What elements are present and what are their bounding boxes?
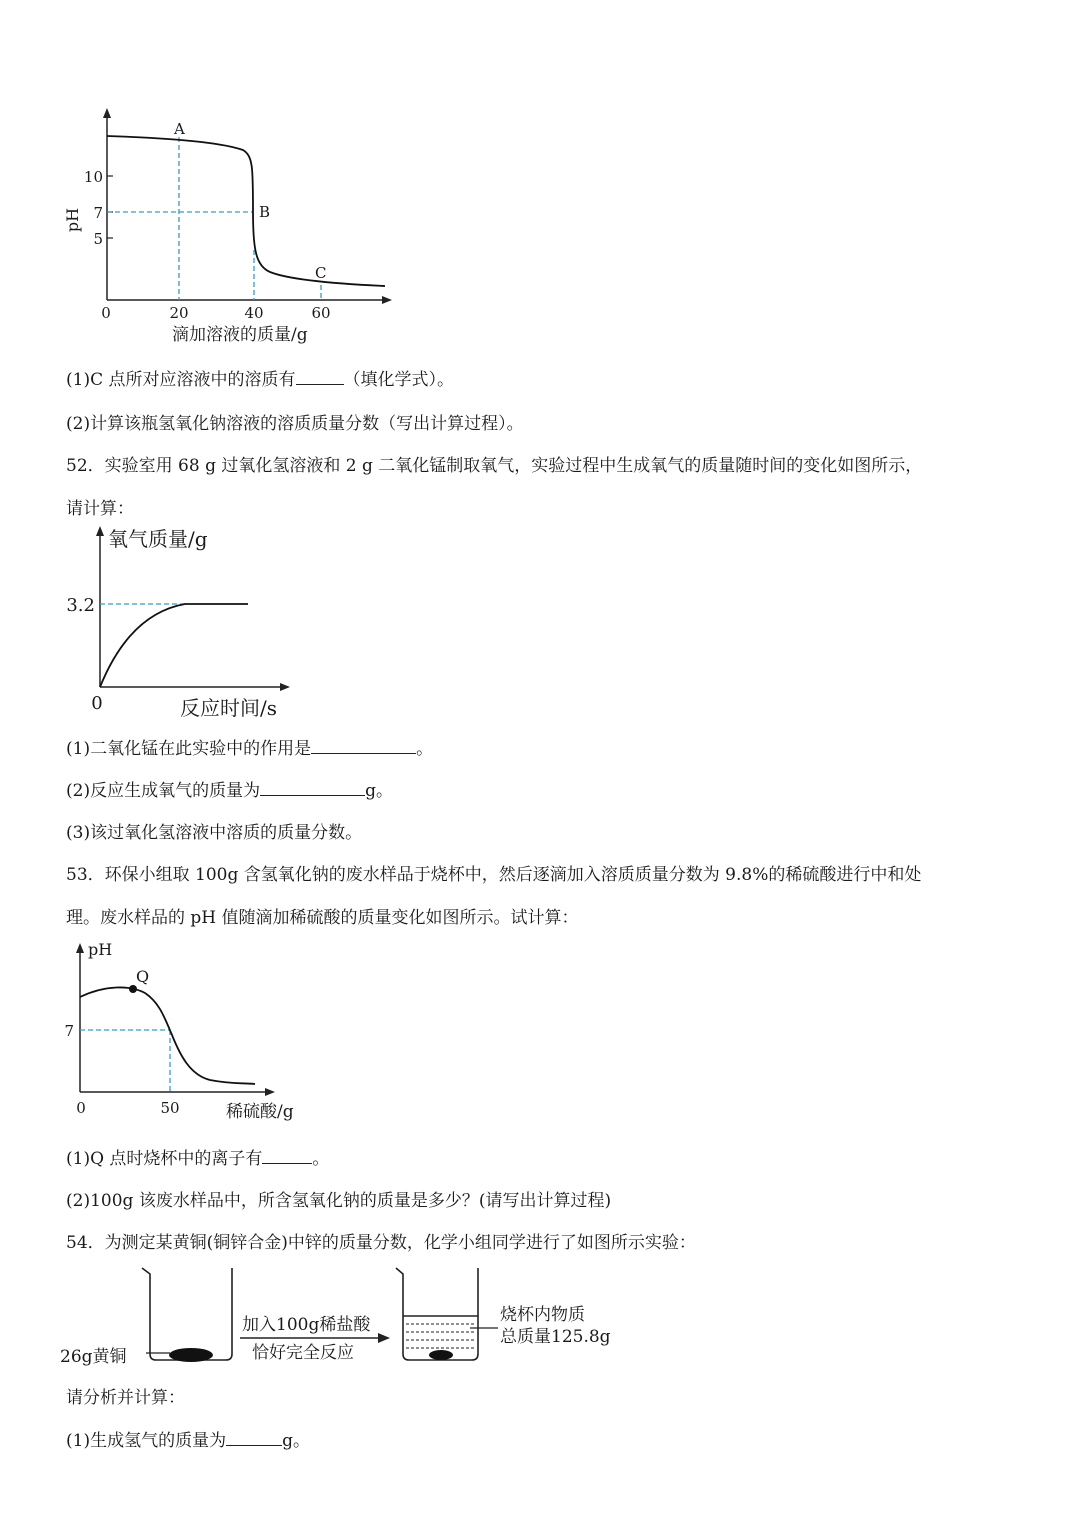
answer-blank[interactable] (226, 1429, 282, 1446)
q53-part2: (2)100g 该废水样品中，所含氢氧化钠的质量是多少？(请写出计算过程) (66, 1191, 612, 1211)
origin-label: 0 (76, 1099, 86, 1117)
q52-stem-line2: 请计算： (66, 499, 134, 519)
ph-curve (80, 987, 255, 1084)
brass-label: 26g黄铜 (60, 1347, 127, 1367)
q53-part1: (1)Q 点时烧杯中的离子有 。 (66, 1149, 330, 1169)
point-c-label: C (315, 264, 327, 282)
q54-analyze: 请分析并计算： (66, 1388, 185, 1408)
answer-blank[interactable] (311, 737, 416, 754)
answer-blank[interactable] (262, 1147, 312, 1164)
liquid-hatching (406, 1324, 475, 1348)
oxygen-mass-chart (60, 520, 310, 725)
left-beaker (142, 1268, 232, 1360)
y-axis-arrow (76, 943, 84, 953)
q52-part2: (2)反应生成氧气的质量为 g。 (66, 781, 393, 801)
x-axis-arrow (265, 1088, 275, 1096)
x-axis-label: 稀硫酸/g (226, 1102, 294, 1122)
q53-stem-line2: 理。废水样品的 pH 值随滴加稀硫酸的质量变化如图所示。试计算： (66, 908, 579, 928)
q52-part3: (3)该过氧化氢溶液中溶质的质量分数。 (66, 823, 363, 843)
right-label-1: 烧杯内物质 (500, 1305, 585, 1325)
ytick-5: 5 (93, 230, 103, 248)
point-q-label: Q (136, 967, 150, 986)
right-label-2: 总质量125.8g (500, 1327, 611, 1347)
arrow-bottom-text: 恰好完全反应 (252, 1343, 354, 1363)
q54-stem: 54．为测定某黄铜(铜锌合金)中锌的质量分数，化学小组同学进行了如图所示实验： (66, 1233, 696, 1253)
arrow-top-text: 加入100g稀盐酸 (242, 1315, 371, 1335)
y-axis-label: pH (63, 207, 82, 233)
y-axis-arrow (103, 108, 111, 118)
x-axis-arrow (280, 683, 290, 691)
oxygen-curve (100, 604, 248, 687)
q54-part1: (1)生成氢气的质量为 g。 (66, 1431, 310, 1451)
wastewater-ph-chart (60, 935, 320, 1125)
ph-titration-chart (60, 100, 400, 350)
y-axis-label: 氧气质量/g (108, 527, 208, 551)
xtick-60: 60 (311, 304, 331, 322)
y-axis-arrow (96, 526, 104, 536)
brass-sample (169, 1348, 213, 1362)
beaker-experiment-diagram (60, 1258, 620, 1368)
xtick-40: 40 (244, 304, 264, 322)
right-beaker (396, 1268, 478, 1360)
x-axis-label: 滴加溶液的质量/g (172, 325, 308, 345)
xtick-20: 20 (169, 304, 189, 322)
answer-blank[interactable] (260, 779, 365, 796)
x-axis-arrow (382, 296, 392, 304)
origin-label: 0 (91, 693, 103, 714)
x-axis-label: 反应时间/s (180, 696, 278, 720)
point-b-label: B (259, 203, 271, 221)
q53-stem-line1: 53．环保小组取 100g 含氢氧化钠的废水样品于烧杯中，然后逐滴加入溶质质量分数为 9.8%的稀硫酸进行中和处 (66, 865, 922, 885)
reaction-arrow-head (378, 1333, 390, 1343)
ph-curve (107, 136, 385, 286)
ytick-7: 7 (64, 1022, 74, 1040)
ytick-10: 10 (83, 168, 103, 186)
y-axis-label: pH (88, 940, 113, 959)
residue-solid (429, 1350, 453, 1360)
answer-blank[interactable] (296, 368, 344, 385)
q52-stem-line1: 52．实验室用 68 g 过氧化氢溶液和 2 g 二氧化锰制取氧气，实验过程中生成氧气的质量随时间的变化如图所示， (66, 456, 923, 476)
point-a-label: A (174, 120, 185, 138)
xtick-50: 50 (160, 1099, 180, 1117)
q51-part1: (1)C 点所对应溶液中的溶质有 （填化学式）。 (66, 370, 454, 390)
xtick-0: 0 (101, 304, 111, 322)
ytick-7: 7 (93, 204, 103, 222)
q51-part2: (2)计算该瓶氢氧化钠溶液的溶质质量分数（写出计算过程）。 (66, 414, 524, 434)
point-q-marker (129, 985, 137, 993)
ytick-3.2: 3.2 (66, 595, 95, 616)
q52-part1: (1)二氧化锰在此实验中的作用是 。 (66, 739, 434, 759)
